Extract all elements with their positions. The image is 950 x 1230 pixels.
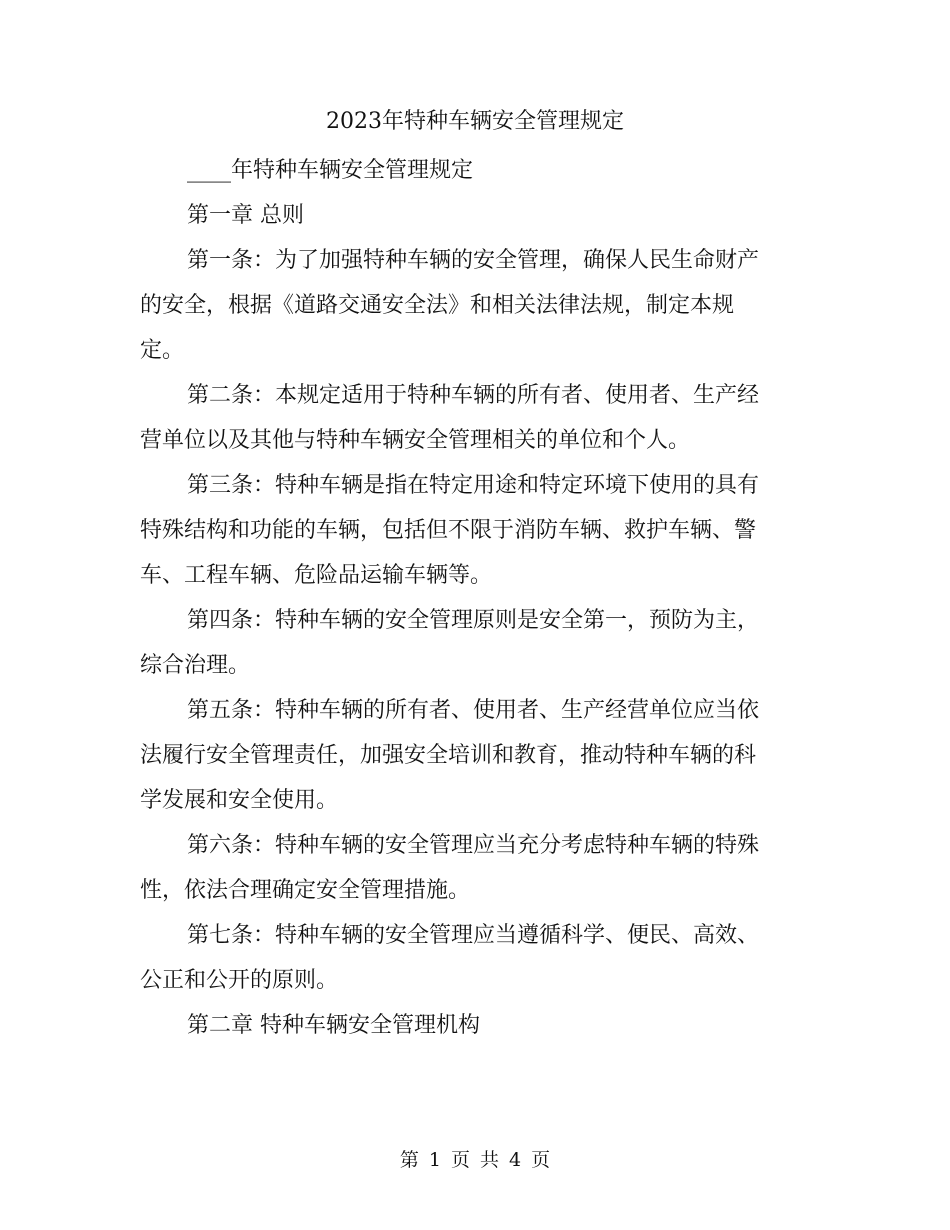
page-footer: 第 1 页 共 4 页	[399, 1149, 551, 1171]
text-line: 学发展和安全使用。	[140, 788, 339, 813]
text-line: 第四条：特种车辆的安全管理原则是安全第一，预防为主，	[187, 608, 760, 633]
text-line: 综合治理。	[140, 653, 251, 678]
text-line: 车、工程车辆、危险品运输车辆等。	[140, 563, 493, 588]
document-title: 2023年特种车辆安全管理规定	[326, 109, 624, 134]
text-line: 定。	[140, 338, 185, 363]
text-line: 第二条：本规定适用于特种车辆的所有者、使用者、生产经	[187, 383, 760, 408]
text-line: 第六条：特种车辆的安全管理应当充分考虑特种车辆的特殊	[187, 833, 760, 858]
text-line: 第七条：特种车辆的安全管理应当遵循科学、便民、高效、	[187, 923, 760, 948]
document-body	[140, 148, 810, 1048]
text-line: 第一条：为了加强特种车辆的安全管理，确保人民生命财产	[187, 248, 760, 273]
text-line: 法履行安全管理责任，加强安全培训和教育，推动特种车辆的科	[140, 743, 757, 768]
text-line: 公正和公开的原则。	[140, 968, 339, 993]
text-line: 性，依法合理确定安全管理措施。	[140, 878, 471, 903]
text-line: 营单位以及其他与特种车辆安全管理相关的单位和个人。	[140, 428, 691, 453]
text-line: 第二章 特种车辆安全管理机构	[187, 1013, 480, 1038]
text-line: 的安全，根据《道路交通安全法》和相关法律法规，制定本规	[140, 293, 735, 318]
text-line: 特殊结构和功能的车辆，包括但不限于消防车辆、救护车辆、警	[140, 518, 757, 543]
text-line: 第一章 总则	[187, 203, 304, 228]
text-line: 第五条：特种车辆的所有者、使用者、生产经营单位应当依	[187, 698, 760, 723]
text-line: 第三条：特种车辆是指在特定用途和特定环境下使用的具有	[187, 473, 760, 498]
text-line: ____年特种车辆安全管理规定	[187, 158, 474, 183]
